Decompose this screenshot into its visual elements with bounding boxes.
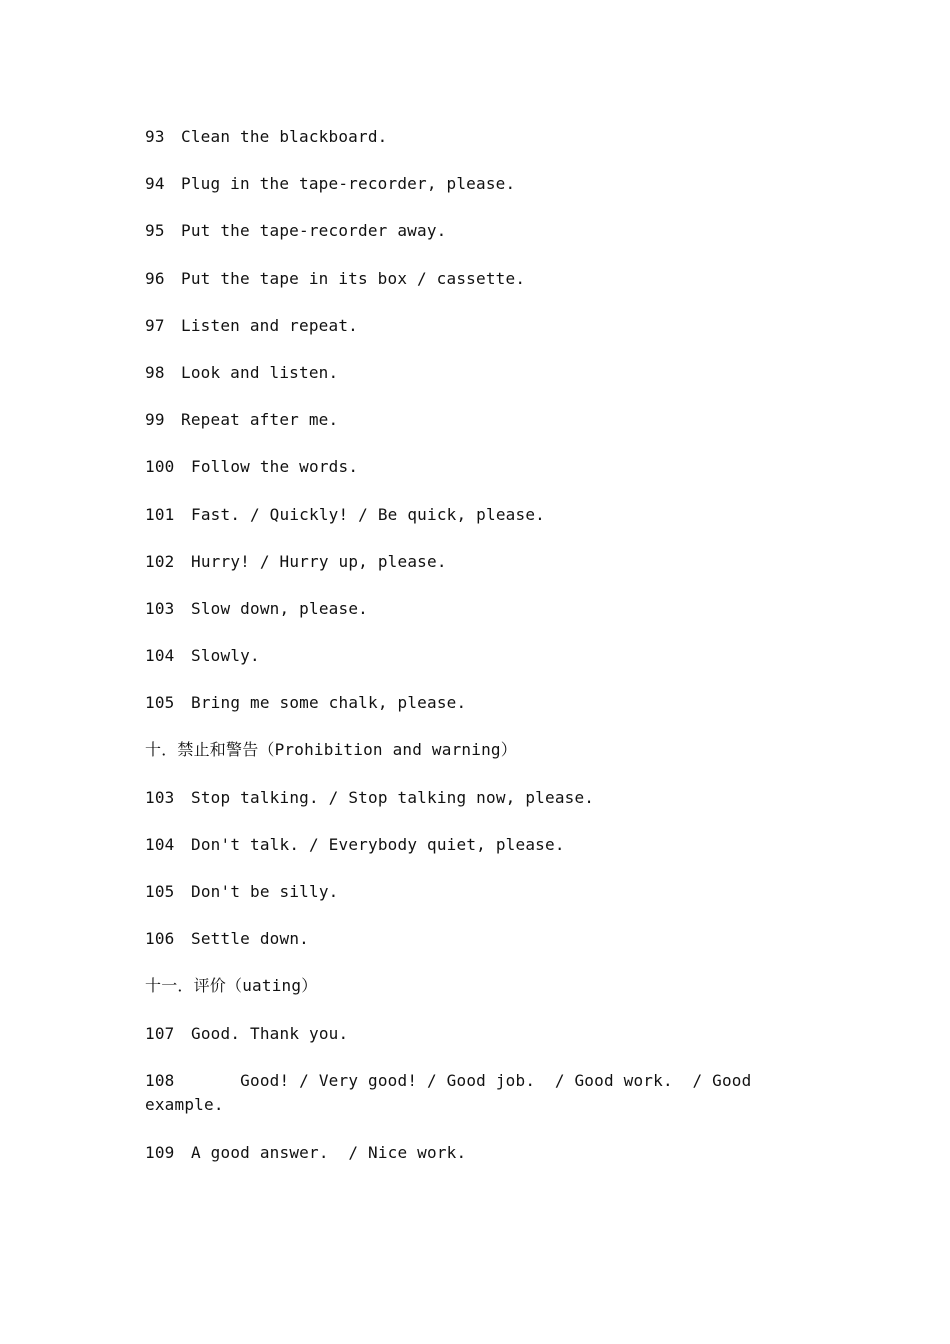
item-text: Follow the words. <box>191 457 359 477</box>
document-body <box>145 125 765 1188</box>
list-item <box>145 503 765 550</box>
item-number: 109 <box>145 1142 175 1162</box>
item-number: 104 <box>145 646 175 666</box>
item-text: Don't talk. / Everybody quiet, please. <box>191 834 565 854</box>
item-number: 94 <box>145 174 165 194</box>
item-number: 107 <box>145 1023 175 1043</box>
list-item <box>145 786 765 833</box>
item-number: 105 <box>145 693 175 713</box>
item-text: Hurry! / Hurry up, please. <box>191 551 447 571</box>
list-item <box>145 927 765 974</box>
item-text: Put the tape in its box / cassette. <box>181 268 526 288</box>
list-item <box>145 408 765 455</box>
section-heading-evaluating: 十一．评价（uating） <box>145 976 318 996</box>
list-item <box>145 455 765 502</box>
item-text: Put the tape-recorder away. <box>181 221 447 241</box>
item-number: 93 <box>145 127 165 146</box>
list-item <box>145 880 765 927</box>
list-item <box>145 219 765 266</box>
list-item <box>145 1141 765 1188</box>
item-text: Look and listen. <box>181 362 339 382</box>
item-text: Slowly. <box>191 646 260 666</box>
item-number: 95 <box>145 221 165 241</box>
item-text: Good! / Very good! / Good job. / Good work. / Good example. <box>145 1070 762 1114</box>
item-text: Good. Thank you. <box>191 1023 349 1043</box>
list-item <box>145 1069 765 1141</box>
list-item <box>145 597 765 644</box>
list-item <box>145 691 765 738</box>
list-item <box>145 172 765 219</box>
list-item <box>145 267 765 314</box>
item-text: Settle down. <box>191 929 309 949</box>
item-number: 101 <box>145 504 175 524</box>
item-text: A good answer. / Nice work. <box>191 1142 467 1162</box>
item-number: 106 <box>145 929 175 949</box>
item-number: 97 <box>145 315 165 335</box>
item-text: Plug in the tape-recorder, please. <box>181 174 516 194</box>
item-number: 103 <box>145 598 175 618</box>
section-heading-prohibition: 十．禁止和警告（Prohibition and warning） <box>145 740 517 760</box>
item-text: Repeat after me. <box>181 410 339 430</box>
list-item <box>145 314 765 361</box>
item-number: 104 <box>145 834 175 854</box>
item-text: Listen and repeat. <box>181 315 358 335</box>
item-text: Don't be silly. <box>191 882 339 901</box>
list-item <box>145 644 765 691</box>
list-item <box>145 125 765 172</box>
item-number: 100 <box>145 457 175 477</box>
item-number: 102 <box>145 551 175 571</box>
item-number: 103 <box>145 787 175 807</box>
item-number: 105 <box>145 882 175 901</box>
item-text: Slow down, please. <box>191 598 368 618</box>
list-item <box>145 833 765 880</box>
list-item <box>145 1022 765 1069</box>
item-text: Clean the blackboard. <box>181 127 388 146</box>
item-number: 96 <box>145 268 165 288</box>
item-number: 98 <box>145 362 165 382</box>
item-text: Fast. / Quickly! / Be quick, please. <box>191 504 545 524</box>
list-item <box>145 361 765 408</box>
list-item <box>145 550 765 597</box>
item-text: Stop talking. / Stop talking now, please. <box>191 787 595 807</box>
item-number: 99 <box>145 410 165 430</box>
item-number: 108 <box>145 1070 175 1090</box>
item-text: Bring me some chalk, please. <box>191 693 467 713</box>
